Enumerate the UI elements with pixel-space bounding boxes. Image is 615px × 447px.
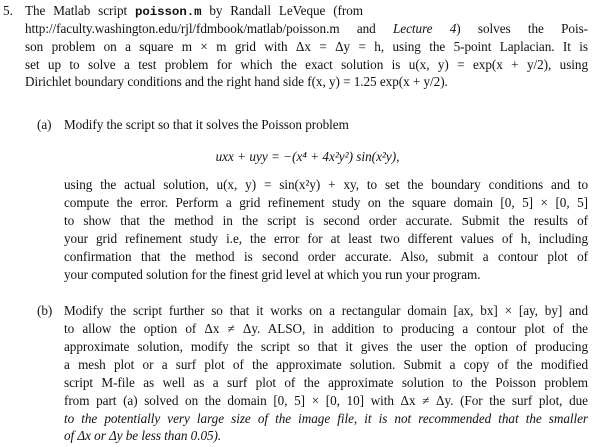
part-b-line-4: a mesh plot or a surf plot of the approximate solution. Submit a copy of the modified xyxy=(64,357,588,372)
intro-text: ) solves the Pois- xyxy=(456,21,588,36)
intro-line-5: Dirichlet boundary conditions and the right hand side f(x, y) = 1.25 exp(x + y/2). xyxy=(25,74,448,89)
part-b-line-3: approximate solution, modify the script so that it gives the user the option of producing xyxy=(64,339,588,354)
part-a-line-2: compute the error. Perform a grid refinement study on the square domain [0, 5] × [0, 5] xyxy=(64,195,588,210)
part-a-line-6: your computed solution for the finest grid level at which you run your program. xyxy=(64,267,481,282)
part-a-equation: uxx + uyy = −(x⁴ + 4x²y²) sin(x²y), xyxy=(215,149,400,164)
part-b-line-8: of Δx or Δy be less than 0.05). xyxy=(64,428,222,443)
part-a-line-5: confirmation that the method is second order accurate. Also, submit a contour plot of xyxy=(64,249,588,264)
part-b-line-6: from part (a) solved on the domain [0, 5] × [0, 10] with Δx ≠ Δy. (For the surf plot, due xyxy=(64,393,588,408)
intro-text: The Matlab script xyxy=(25,3,135,18)
part-a-line-4: your grid refinement study i.e, the error for at least two different values of h, including xyxy=(64,231,588,246)
script-name: poisson.m xyxy=(135,5,202,19)
part-a-lead: Modify the script so that it solves the Poisson problem xyxy=(64,117,349,132)
part-a-line-1: using the actual solution, u(x, y) = sin(x²y) + xy, to set the boundary conditions and to xyxy=(64,177,588,192)
part-a-line-3: to show that the method in the script is second order accurate. Submit the results of xyxy=(64,213,588,228)
part-b-label: (b) xyxy=(37,303,53,318)
intro-line-2 xyxy=(25,21,588,37)
part-b-line-1: Modify the script further so that it works on a rectangular domain [ax, bx] × [ay, by] and xyxy=(64,303,588,318)
lecture-ref: Lecture 4 xyxy=(393,21,457,36)
intro-url: http://faculty.washington.edu/rjl/fdmbook/matlab/poisson.m and xyxy=(25,21,394,36)
intro-line-1 xyxy=(25,3,363,20)
part-b-line-5: script M-file as well as a surf plot of the approximate solution to the Poisson problem xyxy=(64,375,588,390)
intro-text: by Randall LeVeque (from xyxy=(201,3,363,18)
part-b-line-2: to allow the option of Δx ≠ Δy. ALSO, in addition to producing a contour plot of the xyxy=(64,321,588,336)
part-a-label: (a) xyxy=(37,117,52,132)
intro-line-4: set up to solve a test problem for which the exact solution is u(x, y) = exp(x + y/2), using xyxy=(25,57,588,72)
problem-number: 5. xyxy=(3,3,13,18)
part-b-line-7: to the potentially very large size of the image file, it is not recommended that the smaller xyxy=(64,411,588,426)
intro-line-3: son problem on a square m × m grid with Δx = Δy = h, using the 5-point Laplacian. It is xyxy=(25,39,588,54)
